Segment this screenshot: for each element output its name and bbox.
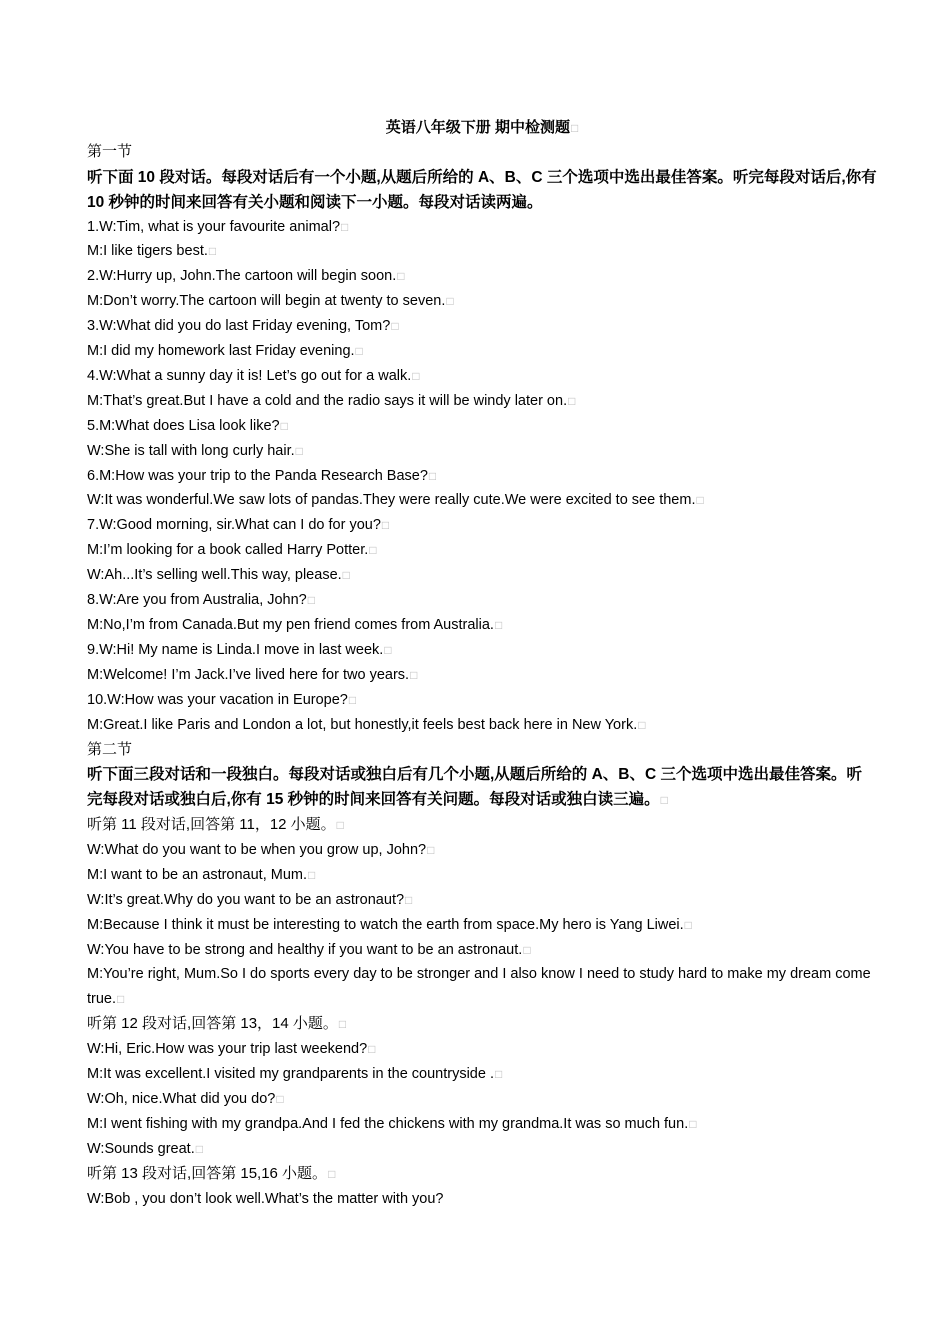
dialogue-line: 1.W:Tim, what is your favourite animal?□ xyxy=(87,218,349,235)
dialogue-line: W:It was wonderful.We saw lots of pandas.They were really cute.We were excited to see them.□ xyxy=(87,492,704,509)
dialogue-line: M:I went fishing with my grandpa.And I fed the chickens with my grandma.It was so much fun.□ xyxy=(87,1115,697,1132)
dialogue-line: M:It was excellent.I visited my grandparents in the countryside .□ xyxy=(87,1066,503,1083)
dialogue-line: M:Don’t worry.The cartoon will begin at twenty to seven.□ xyxy=(87,293,454,310)
dialogue-line: M:I want to be an astronaut, Mum.□ xyxy=(87,866,316,883)
dialogue-line: W:Hi, Eric.How was your trip last weekend?□ xyxy=(87,1041,376,1058)
part1-heading: 第一节 xyxy=(87,143,133,160)
dialogue-line: W:She is tall with long curly hair.□ xyxy=(87,442,303,459)
part2-instruction: 听下面三段对话和一段独白。每段对话或独白后有几个小题,从题后所给的 A、B、C 三个选项中选出最佳答案。听完每段对话或独白后,你有 15 秒钟的时间来回答有关问题。每段对话或独白读三遍。□ xyxy=(87,766,863,809)
dialogue-line: W:You have to be strong and healthy if you want to be an astronaut.□ xyxy=(87,941,531,958)
dialogue-line: 3.W:What did you do last Friday evening, Tom?□ xyxy=(87,318,399,335)
dialog13-heading: 听第 13 段对话,回答第 15,16 小题。□ xyxy=(87,1164,336,1182)
dialogue-line: M:No,I’m from Canada.But my pen friend comes from Australia.□ xyxy=(87,617,503,633)
dialogue-line: W:Oh, nice.What did you do?□ xyxy=(87,1091,284,1107)
dialogue-line: M:You’re right, Mum.So I do sports every day to be stronger and I also know I need to study hard to make my dream come true.□ xyxy=(87,966,871,1008)
dialogue-line: 10.W:How was your vacation in Europe?□ xyxy=(87,691,357,708)
dialogue-line: W:It’s great.Why do you want to be an astronaut?□ xyxy=(87,891,413,908)
dialogue-line: 6.M:How was your trip to the Panda Research Base?□ xyxy=(87,467,437,484)
document-title: 英语八年级下册 期中检测题□ xyxy=(385,119,579,136)
dialogue-line: M:That’s great.But I have a cold and the radio says it will be windy later on.□ xyxy=(87,392,576,409)
document-page xyxy=(87,115,877,1212)
dialog11-heading: 听第 11 段对话,回答第 11，12 小题。□ xyxy=(87,816,344,834)
dialogue-line: W:What do you want to be when you grow up, John?□ xyxy=(87,841,435,858)
dialogue-line: M:I’m looking for a book called Harry Potter.□ xyxy=(87,542,377,559)
dialogue-line: M:Because I think it must be interesting to watch the earth from space.My hero is Yang Liwei.□ xyxy=(87,916,692,933)
dialogue-line: M:Welcome! I’m Jack.I’ve lived here for two years.□ xyxy=(87,666,418,683)
dialogue-line: 9.W:Hi! My name is Linda.I move in last week.□ xyxy=(87,641,392,658)
dialogue-line: 8.W:Are you from Australia, John?□ xyxy=(87,592,316,609)
dialogue-line: W:Ah...It’s selling well.This way, please.□ xyxy=(87,567,350,584)
dialogue-line: W:Sounds great.□ xyxy=(87,1140,203,1157)
dialogue-line: 2.W:Hurry up, John.The cartoon will begin soon.□ xyxy=(87,268,405,285)
dialogue-line: W:Bob , you don’t look well.What’s the matter with you? xyxy=(87,1190,444,1207)
dialogue-line: M:Great.I like Paris and London a lot, but honestly,it feels best back here in New York.□ xyxy=(87,716,646,733)
dialogue-line: 4.W:What a sunny day it is! Let’s go out for a walk.□ xyxy=(87,367,420,384)
dialog12-heading: 听第 12 段对话,回答第 13，14 小题。□ xyxy=(87,1015,347,1033)
dialogue-line: M:I like tigers best.□ xyxy=(87,243,217,260)
dialogue-line: 7.W:Good morning, sir.What can I do for you?□ xyxy=(87,517,390,534)
title-text: 英语八年级下册 期中检测题 xyxy=(385,119,570,136)
dialogue-line: M:I did my homework last Friday evening.□ xyxy=(87,343,363,360)
part1-instruction: 听下面 10 段对话。每段对话后有一个小题,从题后所给的 A、B、C 三个选项中选出最佳答案。听完每段对话后,你有 10 秒钟的时间来回答有关小题和阅读下一小题。每段对话读两遍。 xyxy=(87,168,877,211)
part2-heading: 第二节 xyxy=(87,740,133,758)
part1-dialogues xyxy=(87,215,877,738)
dialogue-line: 5.M:What does Lisa look like?□ xyxy=(87,417,288,434)
